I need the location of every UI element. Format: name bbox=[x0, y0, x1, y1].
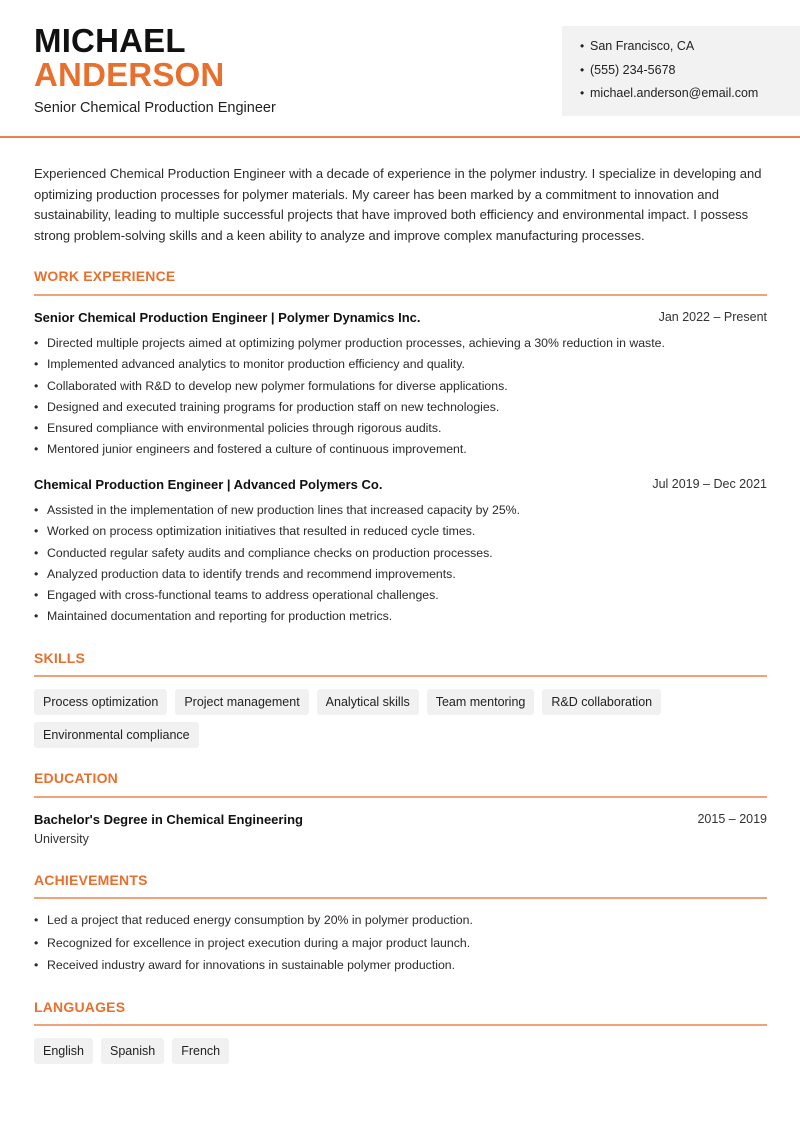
job-header bbox=[34, 477, 767, 492]
section-title-education: EDUCATION bbox=[34, 770, 118, 786]
list-item: • Received industry award for innovations in sustainable polymer production. bbox=[34, 958, 456, 972]
section-title-work: WORK EXPERIENCE bbox=[34, 268, 176, 284]
section-title-languages: LANGUAGES bbox=[34, 999, 126, 1015]
section-divider bbox=[34, 1024, 767, 1026]
degree: Bachelor's Degree in Chemical Engineering bbox=[34, 812, 303, 827]
education-header bbox=[34, 812, 767, 827]
job-role: Chemical Production Engineer | Advanced Polymers Co. bbox=[34, 477, 383, 492]
skill-chip: R&D collaboration bbox=[542, 689, 661, 715]
contact-location: • San Francisco, CA bbox=[580, 39, 695, 53]
skill-chip: Project management bbox=[175, 689, 308, 715]
school-name: University bbox=[34, 832, 89, 846]
contact-box bbox=[562, 26, 800, 116]
achievement-list bbox=[34, 913, 767, 981]
skill-chip: Environmental compliance bbox=[34, 722, 199, 748]
job-title: Senior Chemical Production Engineer bbox=[34, 100, 276, 116]
job-role: Senior Chemical Production Engineer | Polymer Dynamics Inc. bbox=[34, 310, 421, 325]
list-item: • Engaged with cross-functional teams to address operational challenges. bbox=[34, 588, 439, 603]
section-title-achievements: ACHIEVEMENTS bbox=[34, 872, 148, 888]
section-title-skills: SKILLS bbox=[34, 650, 85, 666]
contact-phone: • (555) 234-5678 bbox=[580, 62, 676, 77]
list-item: • Designed and executed training programs for production staff on new technologies. bbox=[34, 399, 500, 414]
languages-list bbox=[34, 1038, 767, 1071]
job-bullets bbox=[34, 503, 767, 631]
list-item: • Assisted in the implementation of new production lines that increased capacity by 25%. bbox=[34, 503, 521, 517]
last-name: ANDERSON bbox=[34, 56, 225, 93]
language-chip: Spanish bbox=[101, 1038, 164, 1064]
bullet-icon: • bbox=[580, 86, 585, 100]
skills-list bbox=[34, 689, 767, 755]
first-name: MICHAEL bbox=[34, 22, 186, 59]
job-header bbox=[34, 310, 767, 325]
section-divider bbox=[34, 294, 767, 296]
bullet-icon: • bbox=[580, 39, 585, 53]
skill-chip: Process optimization bbox=[34, 689, 167, 715]
candidate-name bbox=[34, 24, 224, 92]
list-item: • Recognized for excellence in project execution during a major product launch. bbox=[34, 935, 471, 950]
education-years: 2015 – 2019 bbox=[697, 812, 767, 826]
language-chip: French bbox=[172, 1038, 229, 1064]
list-item: • Implemented advanced analytics to monitor production efficiency and quality. bbox=[34, 357, 465, 372]
summary-text: Experienced Chemical Production Engineer with a decade of experience in the polymer industry. I specialize in developing and optimizing production processes for polymer materials. My career has been marked by a commitment to innovation and sustainability, leading to multiple successful projects that have improved both efficiency and environmental impact. I possess strong problem-solving skills and a keen ability to analyze and improve complex manufacturing processes. bbox=[34, 166, 762, 244]
section-divider bbox=[34, 796, 767, 798]
list-item: • Mentored junior engineers and fostered a culture of continuous improvement. bbox=[34, 442, 467, 457]
section-divider bbox=[34, 897, 767, 899]
skill-chip: Team mentoring bbox=[427, 689, 535, 715]
job-date: Jul 2019 – Dec 2021 bbox=[652, 477, 767, 491]
section-divider bbox=[34, 675, 767, 677]
list-item: • Maintained documentation and reporting for production metrics. bbox=[34, 609, 393, 624]
job-date: Jan 2022 – Present bbox=[658, 310, 767, 324]
contact-email[interactable]: • michael.anderson@email.com bbox=[580, 86, 759, 100]
language-chip: English bbox=[34, 1038, 93, 1064]
list-item: • Worked on process optimization initiatives that resulted in reduced cycle times. bbox=[34, 524, 476, 539]
list-item: • Directed multiple projects aimed at optimizing polymer production processes, achieving a 30% reduction in waste. bbox=[34, 336, 665, 350]
list-item: • Analyzed production data to identify trends and recommend improvements. bbox=[34, 566, 456, 581]
list-item: • Conducted regular safety audits and compliance checks on production processes. bbox=[34, 545, 493, 560]
resume-header bbox=[0, 0, 800, 138]
bullet-icon: • bbox=[580, 62, 585, 77]
list-item: • Led a project that reduced energy consumption by 20% in polymer production. bbox=[34, 913, 473, 927]
skill-chip: Analytical skills bbox=[317, 689, 419, 715]
list-item: • Collaborated with R&D to develop new polymer formulations for diverse applications. bbox=[34, 378, 508, 393]
job-bullets bbox=[34, 336, 767, 464]
list-item: • Ensured compliance with environmental policies through rigorous audits. bbox=[34, 421, 442, 436]
